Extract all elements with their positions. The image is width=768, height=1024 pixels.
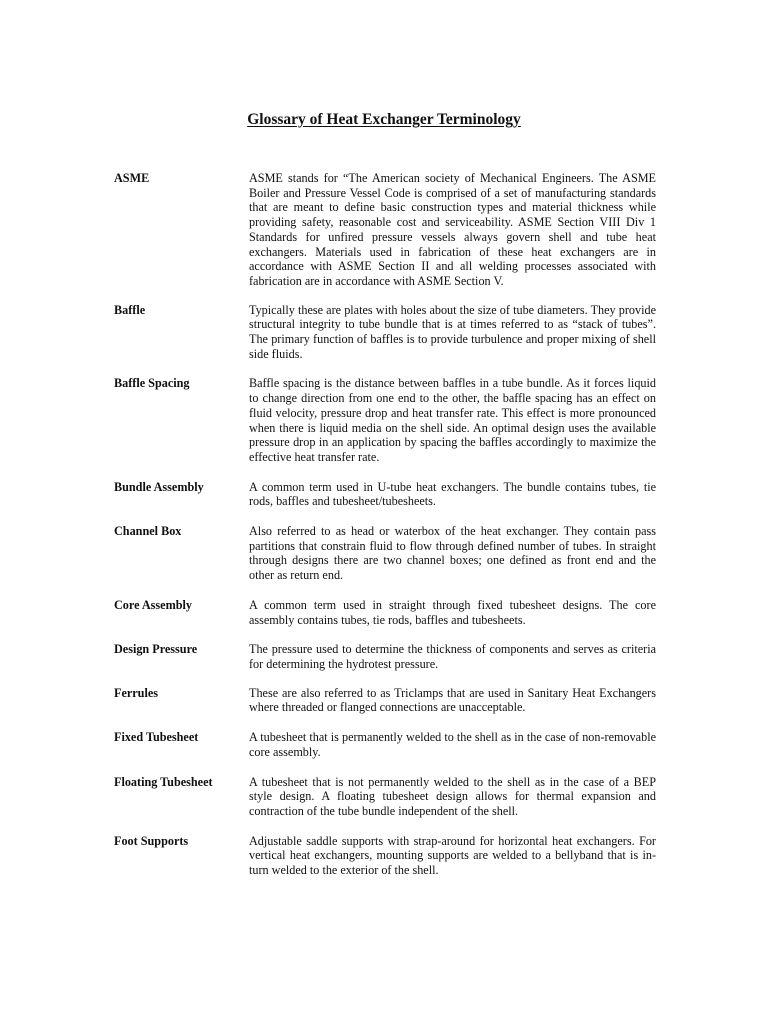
glossary-definition: ASME stands for “The American society of Mechanical Engineers. The ASME Boiler and Pressure Vessel Code is comprised of a set of manufacturing standards that are meant to define basic construction types and material thickness while providing safety, reasonable cost and serviceability. ASME Section VIII Div 1 Standards for unfired pressure vessels always govern shell and tube heat exchangers. Materials used in fabrication of these heat exchangers are in accordance with ASME Section II and all welding processes associated with fabrication are in accordance with ASME Section V. [249, 171, 656, 288]
glossary-term: Baffle [114, 302, 146, 317]
glossary-term: Channel Box [114, 524, 182, 539]
glossary-entry [114, 730, 658, 759]
glossary-entry [114, 686, 658, 715]
document-title: Glossary of Heat Exchanger Terminology [247, 111, 521, 128]
glossary-definition: A common term used in U-tube heat exchangers. The bundle contains tubes, tie rods, baffles and tubesheet/tubesheets. [249, 479, 656, 509]
glossary-term: Foot Supports [114, 833, 189, 848]
glossary-definition: Baffle spacing is the distance between baffles in a tube bundle. As it forces liquid to change direction from one end to the other, the baffle spacing has an effect on fluid velocity, pressure drop and heat transfer rate. This effect is more pronounced when there is liquid media on the shell side. An optimal design uses the available pressure drop in an application by spacing the baffles accordingly to maximize the effective heat transfer rate. [249, 376, 656, 464]
glossary-definition: Also referred to as head or waterbox of the heat exchanger. They contain pass partitions that constrain fluid to flow through defined number of tubes. In straight through designs there are two channel boxes; one defined as front end and the other as return end. [249, 524, 656, 583]
glossary-entry [114, 834, 658, 878]
glossary-term: Core Assembly [114, 597, 192, 612]
glossary-definition: A tubesheet that is not permanently welded to the shell as in the case of a BEP style design. A floating tubesheet design allows for thermal expansion and contraction of the tube bundle independent of the shell. [249, 774, 656, 818]
glossary-entry [114, 376, 658, 464]
glossary-list [114, 171, 658, 878]
glossary-entry [114, 303, 658, 362]
glossary-entry [114, 642, 658, 671]
glossary-definition: Adjustable saddle supports with strap-around for horizontal heat exchangers. For vertical heat exchangers, mounting supports are welded to a bellyband that is in-turn welded to the exterior of the shell. [249, 833, 656, 878]
glossary-term: Baffle Spacing [114, 376, 190, 391]
glossary-term: Fixed Tubesheet [114, 730, 199, 745]
glossary-entry [114, 171, 658, 289]
glossary-definition: Typically these are plates with holes about the size of tube diameters. They provide structural integrity to tube bundle that is at times referred to as “stack of tubes”. The primary function of baffles is to provide turbulence and proper mixing of shell side fluids. [249, 302, 656, 361]
glossary-entry [114, 480, 658, 509]
glossary-term: Ferrules [114, 685, 158, 700]
glossary-term: ASME [114, 171, 150, 185]
glossary-definition: The pressure used to determine the thickness of components and serves as criteria for determining the hydrotest pressure. [249, 642, 656, 671]
glossary-entry [114, 598, 658, 627]
glossary-term: Floating Tubesheet [114, 774, 213, 789]
glossary-definition: These are also referred to as Triclamps that are used in Sanitary Heat Exchangers where threaded or flanged connections are unacceptable. [249, 685, 656, 715]
glossary-entry [114, 524, 658, 583]
glossary-term: Design Pressure [114, 642, 198, 657]
glossary-term: Bundle Assembly [114, 479, 204, 494]
glossary-definition: A common term used in straight through fixed tubesheet designs. The core assembly contains tubes, tie rods, baffles and tubesheets. [249, 597, 656, 627]
glossary-entry [114, 775, 658, 819]
glossary-definition: A tubesheet that is permanently welded to the shell as in the case of non-removable core assembly. [249, 730, 656, 759]
